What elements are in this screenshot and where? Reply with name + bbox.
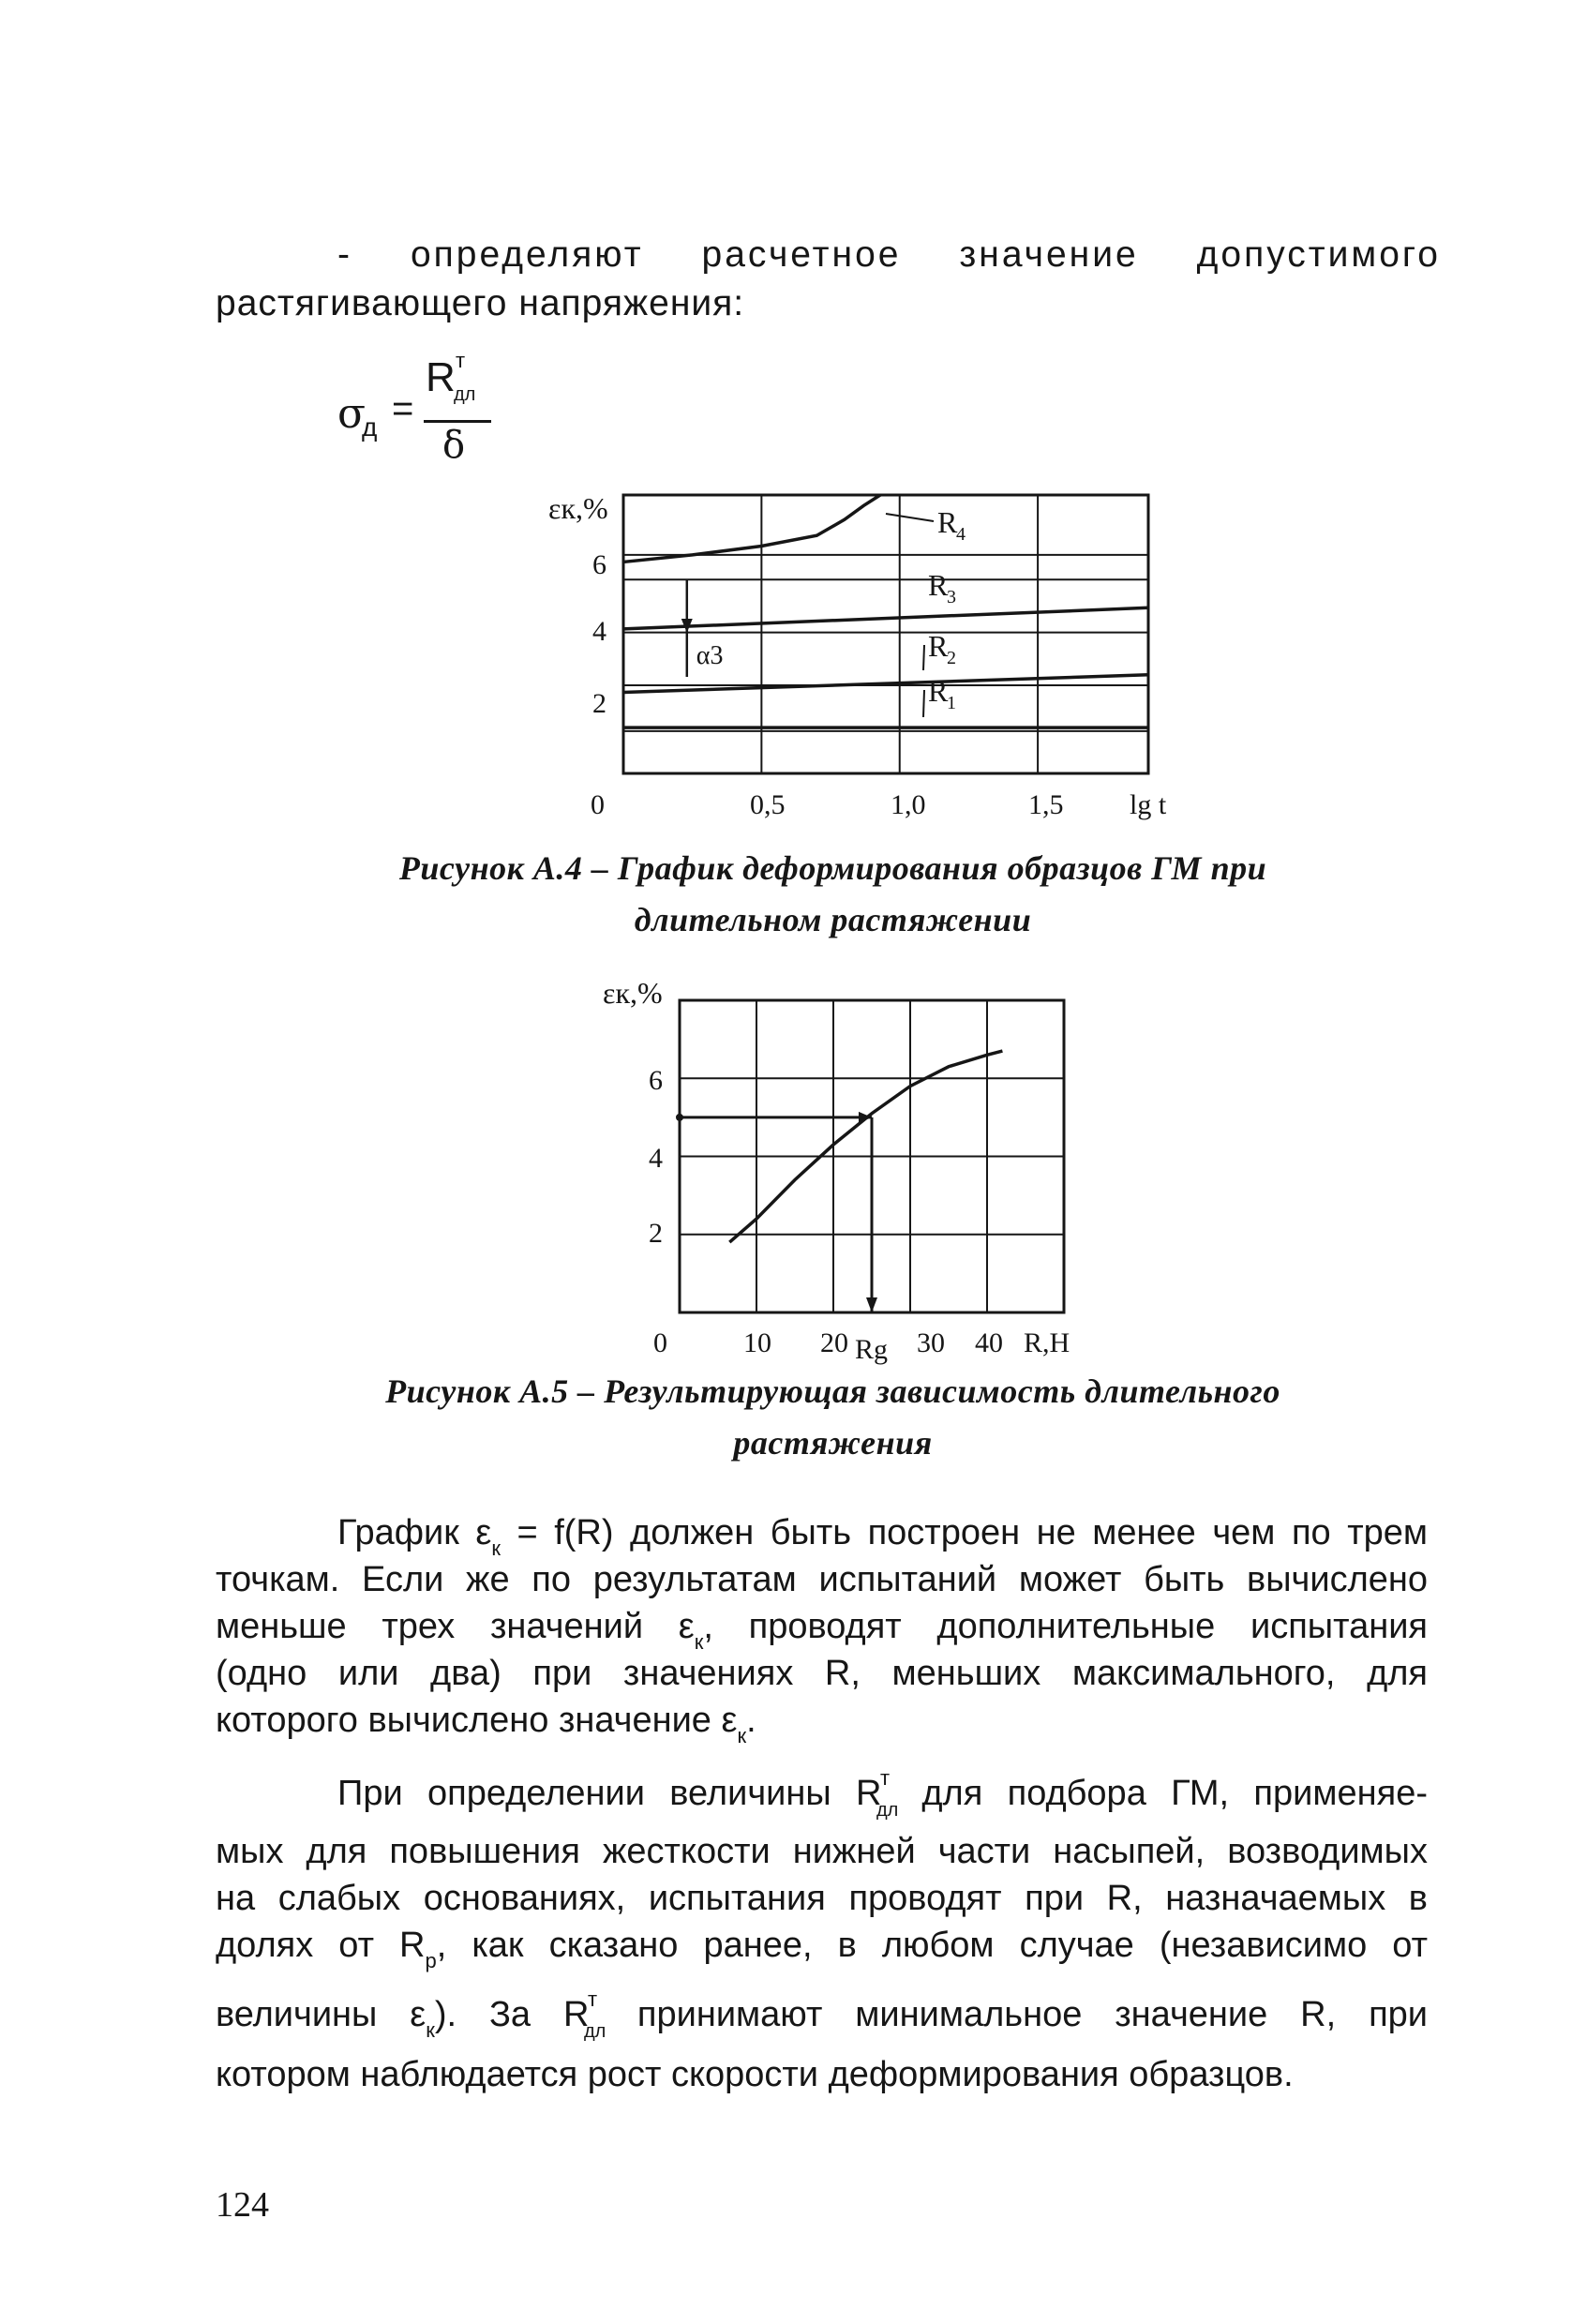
fig5-x-tick-label: 20	[820, 1327, 848, 1358]
fig5-series-curve	[729, 1051, 1002, 1242]
fig4-leader-line	[923, 645, 924, 670]
formula-numerator-superscript: т	[456, 349, 466, 372]
paragraph-2-line-1: При определении величины R т дл для подбора ГМ, применяе-	[337, 1766, 1428, 1821]
fig4-alpha-label: α3	[696, 641, 724, 670]
fig5-x-tick-label: 0	[653, 1327, 667, 1358]
fig5-x-axis-label: R,H	[1024, 1327, 1070, 1358]
formula-numerator: R	[426, 354, 456, 400]
formula-fraction-bar	[424, 420, 491, 423]
fig4-frame	[623, 495, 1148, 773]
fig4-series-label: R	[928, 674, 949, 708]
fig4-series-label-index: 4	[956, 524, 966, 545]
page-number: 124	[216, 2185, 269, 2225]
fig4-y-tick-label: 4	[592, 616, 606, 647]
fig4-x-tick-label: 1,0	[891, 789, 926, 820]
figure-a5-caption-line-2: растяжения	[733, 1424, 933, 1462]
fig5-marker-arrowhead-v	[866, 1297, 877, 1312]
formula-denominator: δ	[442, 424, 466, 467]
figure-a5-caption-line-1: Рисунок А.5 – Результирующая зависимость длительного	[385, 1372, 1280, 1410]
figure-a4-caption-line-1: Рисунок А.4 – График деформирования образцов ГМ при	[398, 849, 1267, 887]
paragraph-2-line-2: мых для повышения жесткости нижней части насыпей, возводимых	[216, 1832, 1428, 1871]
fig4-x-tick-label: 0	[591, 789, 605, 820]
fig4-series-R4	[623, 495, 880, 562]
fig4-alpha-arrowhead	[681, 619, 693, 633]
paragraph-2-line-3: на слабых основаниях, испытания проводят при R, назначаемых в	[216, 1879, 1428, 1918]
fig4-series-R3	[623, 607, 1148, 629]
paragraph-1	[216, 1509, 1428, 1753]
formula-sigma-subscript: д	[362, 412, 378, 442]
fig5-x-tick-label: 40	[975, 1327, 1003, 1358]
fig4-x-tick-label: 0,5	[750, 789, 786, 820]
fig5-x-tick-label: 30	[917, 1327, 945, 1358]
fig4-series-label: R	[928, 568, 949, 602]
fig5-y-tick-label: 6	[649, 1065, 663, 1096]
fig4-leader-line	[886, 514, 934, 521]
intro-line-2: растягивающего напряжения:	[216, 283, 745, 323]
fig4-y-tick-label: 6	[592, 549, 606, 580]
fig5-x-tick-label: 10	[743, 1327, 771, 1358]
fig5-y-tick-label: 4	[649, 1143, 663, 1174]
fig5-x-marker-label: Rg	[855, 1334, 889, 1365]
intro-line-1: - определяют расчетное значение допустимого	[337, 234, 1441, 275]
fig5-y-axis-label: εк,%	[603, 976, 663, 1010]
paragraph-1-line-2: точкам. Если же по результатам испытаний может быть вычислено	[216, 1560, 1428, 1599]
fig4-series-label-index: 3	[947, 587, 956, 607]
fig4-series-label: R	[937, 505, 958, 539]
fig5-marker-arrowhead-h	[859, 1112, 872, 1123]
fig5-y-tick-label: 2	[649, 1218, 663, 1249]
fig4-series-label-index: 1	[947, 693, 956, 713]
stress-formula	[337, 349, 516, 467]
paragraph-2-line-5: величины $\varepsilon_к$). За R т дл принимают минимальное значение R, при	[216, 1987, 1429, 2042]
paragraph-2-line-4: долях от $R_р$, как сказано ранее, в любом случае (независимо от	[216, 1926, 1428, 1972]
fig4-y-axis-label: εк,%	[548, 491, 608, 525]
paragraph-1-line-5: которого вычислено значение $\varepsilon_к$.	[216, 1701, 756, 1747]
paragraph-1-line-4: (одно или два) при значениях R, меньших максимального, для	[216, 1654, 1428, 1693]
paragraph-2	[216, 1766, 1429, 2145]
formula-numerator-subscript: дл	[454, 384, 476, 405]
figure-a4-caption-line-2: длительном растяжении	[634, 901, 1032, 938]
paragraph-1-line-1: График $\varepsilon_к = f(R)$ должен быть построен не менее чем по трем	[337, 1513, 1428, 1560]
fig4-leader-line	[923, 690, 924, 717]
fig4-x-tick-label: 1,5	[1028, 789, 1064, 820]
fig4-y-tick-label: 2	[592, 688, 606, 719]
fig4-series-label-index: 2	[947, 648, 956, 668]
paragraph-1-line-3: меньше трех значений $\varepsilon_к$, проводят дополнительные испытания	[216, 1607, 1428, 1654]
fig4-series-label: R	[928, 629, 949, 663]
formula-equals: =	[392, 388, 414, 429]
fig4-x-axis-label: lg t	[1130, 789, 1167, 820]
fig5-marker-origin-dot	[676, 1114, 683, 1121]
paragraph-2-line-6: котором наблюдается рост скорости деформирования образцов.	[216, 2055, 1294, 2094]
fig5-frame	[680, 1000, 1064, 1312]
fig4-series-R2	[623, 675, 1148, 693]
formula-sigma: σ	[337, 390, 367, 438]
